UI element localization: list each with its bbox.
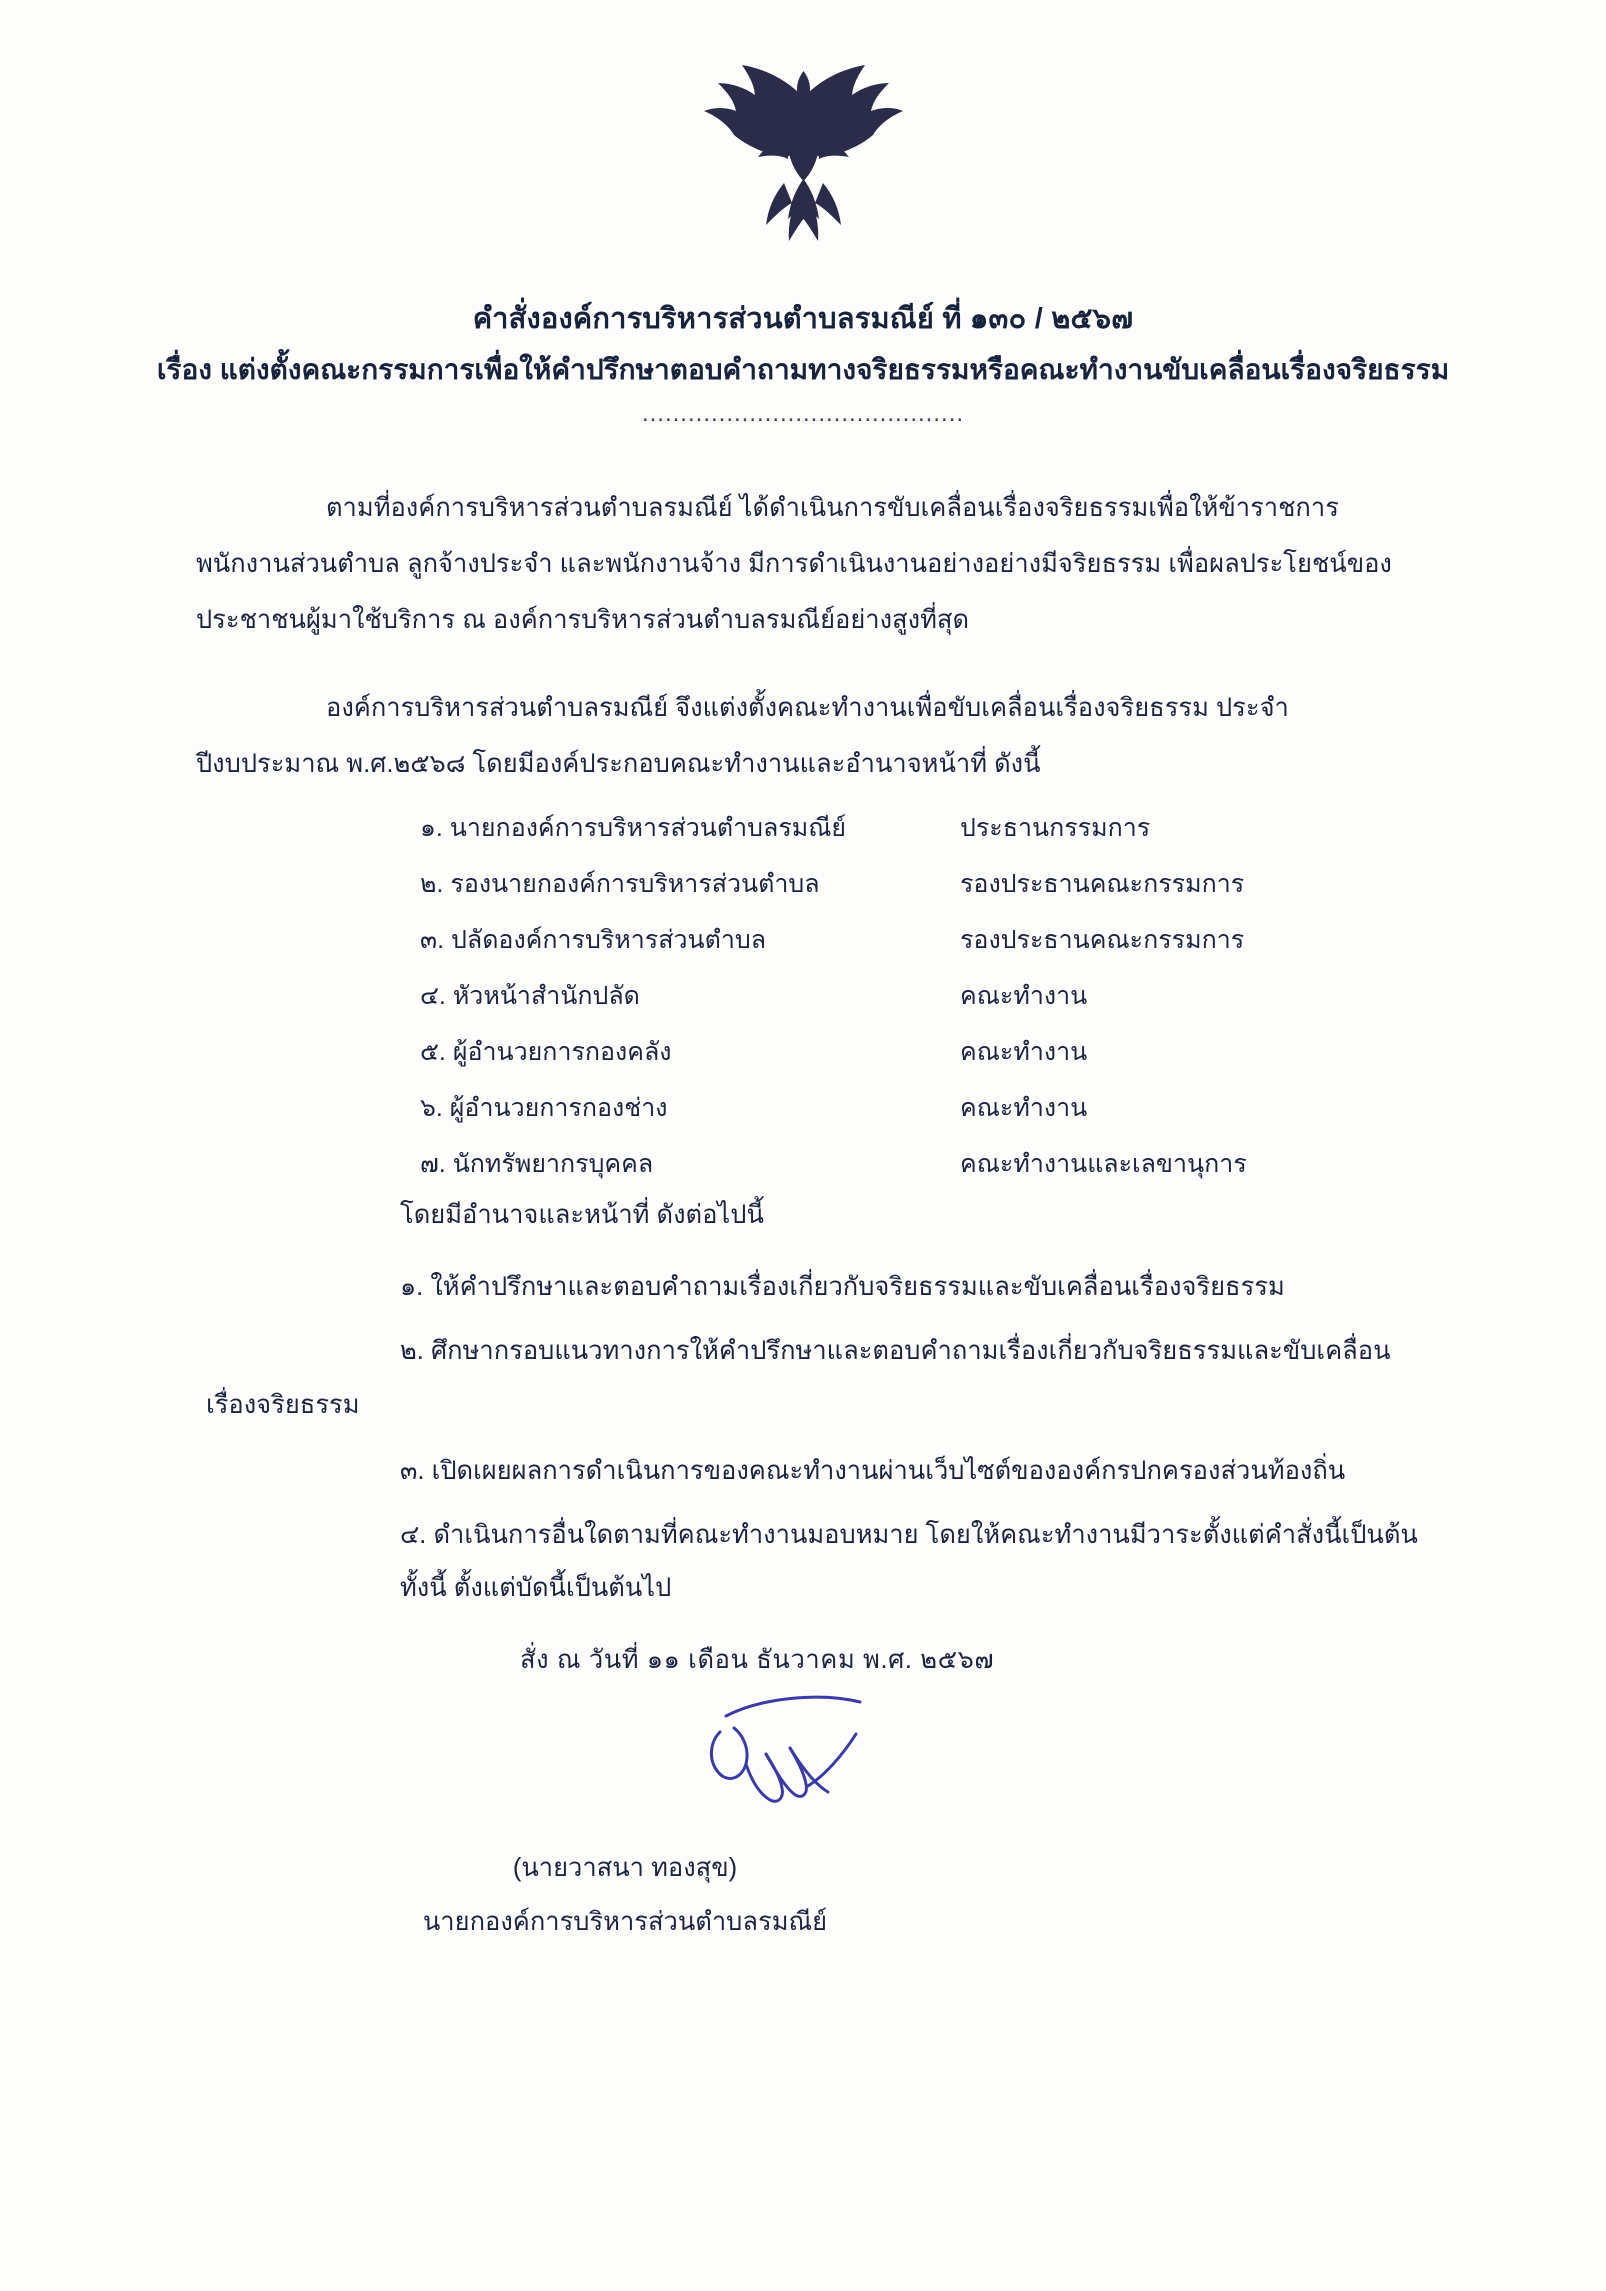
committee-member: ๒. รองนายกองค์การบริหารส่วนตำบล bbox=[420, 870, 820, 898]
emblem-container bbox=[0, 55, 1606, 255]
committee-role: คณะทำงาน bbox=[960, 1094, 1088, 1122]
list-item bbox=[420, 1024, 1320, 1080]
committee-role: รองประธานคณะกรรมการ bbox=[960, 870, 1245, 898]
paragraph-2 bbox=[196, 680, 1426, 792]
committee-member: ๔. หัวหน้าสำนักปลัด bbox=[420, 982, 640, 1010]
signer-name: (นายวาสนา ทองสุข) bbox=[512, 1854, 738, 1882]
list-item bbox=[420, 800, 1320, 856]
powers-item-3: ๓. เปิดเผยผลการดำเนินการของคณะทำงานผ่านเว็บไซต์ขององค์กรปกครองส่วนท้องถิ่น bbox=[400, 1457, 1346, 1485]
committee-role: คณะทำงาน bbox=[960, 982, 1088, 1010]
signer-position: นายกองค์การบริหารส่วนตำบลรมณีย์ bbox=[422, 1908, 828, 1936]
committee-list bbox=[420, 800, 1320, 1192]
committee-role: คณะทำงาน bbox=[960, 1038, 1088, 1066]
signature-mark bbox=[690, 1690, 940, 1830]
powers-intro: โดยมีอำนาจและหน้าที่ ดังต่อไปนี้ bbox=[400, 1201, 764, 1229]
powers-item-1: ๑. ให้คำปรึกษาและตอบคำถามเรื่องเกี่ยวกับจริยธรรมและขับเคลื่อนเรื่องจริยธรรม bbox=[400, 1273, 1285, 1301]
committee-member: ๕. ผู้อำนวยการกองคลัง bbox=[420, 1038, 672, 1066]
committee-member: ๑. นายกองค์การบริหารส่วนตำบลรมณีย์ bbox=[420, 814, 847, 842]
powers-list bbox=[206, 1258, 1440, 1570]
document-subject: เรื่อง แต่งตั้งคณะกรรมการเพื่อให้คำปรึกษาตอบคำถามทางจริยธรรมหรือคณะทำงานขับเคลื่อนเรื่องจริยธรรม bbox=[156, 354, 1450, 385]
closing-statement: ทั้งนี้ ตั้งแต่บัดนี้เป็นต้นไป bbox=[400, 1574, 672, 1602]
document-title: คำสั่งองค์การบริหารส่วนตำบลรมณีย์ ที่ ๑๓๐ / ๒๕๖๗ bbox=[472, 303, 1134, 335]
committee-role: รองประธานคณะกรรมการ bbox=[960, 926, 1245, 954]
handwritten-signature-icon bbox=[690, 1690, 940, 1830]
list-item bbox=[420, 856, 1320, 912]
list-item bbox=[420, 912, 1320, 968]
powers-item-2-continuation: เรื่องจริยธรรม bbox=[206, 1391, 360, 1419]
list-item bbox=[420, 1080, 1320, 1136]
powers-item-4: ๔. ดำเนินการอื่นใดตามที่คณะทำงานมอบหมาย โดยให้คณะทำงานมีวาระตั้งแต่คำสั่งนี้เป็นต้น bbox=[400, 1521, 1418, 1549]
date-line: สั่ง ณ วันที่ ๑๑ เดือน ธันวาคม พ.ศ. ๒๕๖๗ bbox=[520, 1646, 995, 1674]
divider-dots: .......................................... bbox=[641, 400, 965, 427]
list-item bbox=[420, 968, 1320, 1024]
committee-member: ๗. นักทรัพยากรบุคคล bbox=[420, 1150, 654, 1178]
powers-item-2: ๒. ศึกษากรอบแนวทางการให้คำปรึกษาและตอบคำถามเรื่องเกี่ยวกับจริยธรรมและขับเคลื่อน bbox=[400, 1337, 1391, 1365]
committee-role: ประธานกรรมการ bbox=[960, 814, 1151, 842]
committee-member: ๖. ผู้อำนวยการกองช่าง bbox=[420, 1094, 668, 1122]
list-item bbox=[420, 1136, 1320, 1192]
paragraph-2-text: องค์การบริหารส่วนตำบลรมณีย์ จึงแต่งตั้งคณะทำงานเพื่อขับเคลื่อนเรื่องจริยธรรม ประจำปีงบประมาณ พ.ศ.๒๕๖๘ โดยมีองค์ประกอบคณะทำงานและอำนาจหน้าที่ ดังนี้ bbox=[196, 694, 1289, 778]
garuda-emblem-icon bbox=[696, 55, 911, 255]
committee-member: ๓. ปลัดองค์การบริหารส่วนตำบล bbox=[420, 926, 767, 954]
paragraph-1 bbox=[196, 480, 1426, 648]
committee-role: คณะทำงานและเลขานุการ bbox=[960, 1150, 1247, 1178]
paragraph-1-text: ตามที่องค์การบริหารส่วนตำบลรมณีย์ ได้ดำเนินการขับเคลื่อนเรื่องจริยธรรมเพื่อให้ข้าราชการ พนักงานส่วนตำบล ลูกจ้างประจำ และพนักงานจ้าง มีการดำเนินงานอย่างอย่างมีจริยธรรม เพื่อผลประโยชน์ของประชาชนผู้มาใช้บริการ ณ องค์การบริหารส่วนตำบลรมณีย์อย่างสูงที่สุด bbox=[196, 494, 1392, 634]
